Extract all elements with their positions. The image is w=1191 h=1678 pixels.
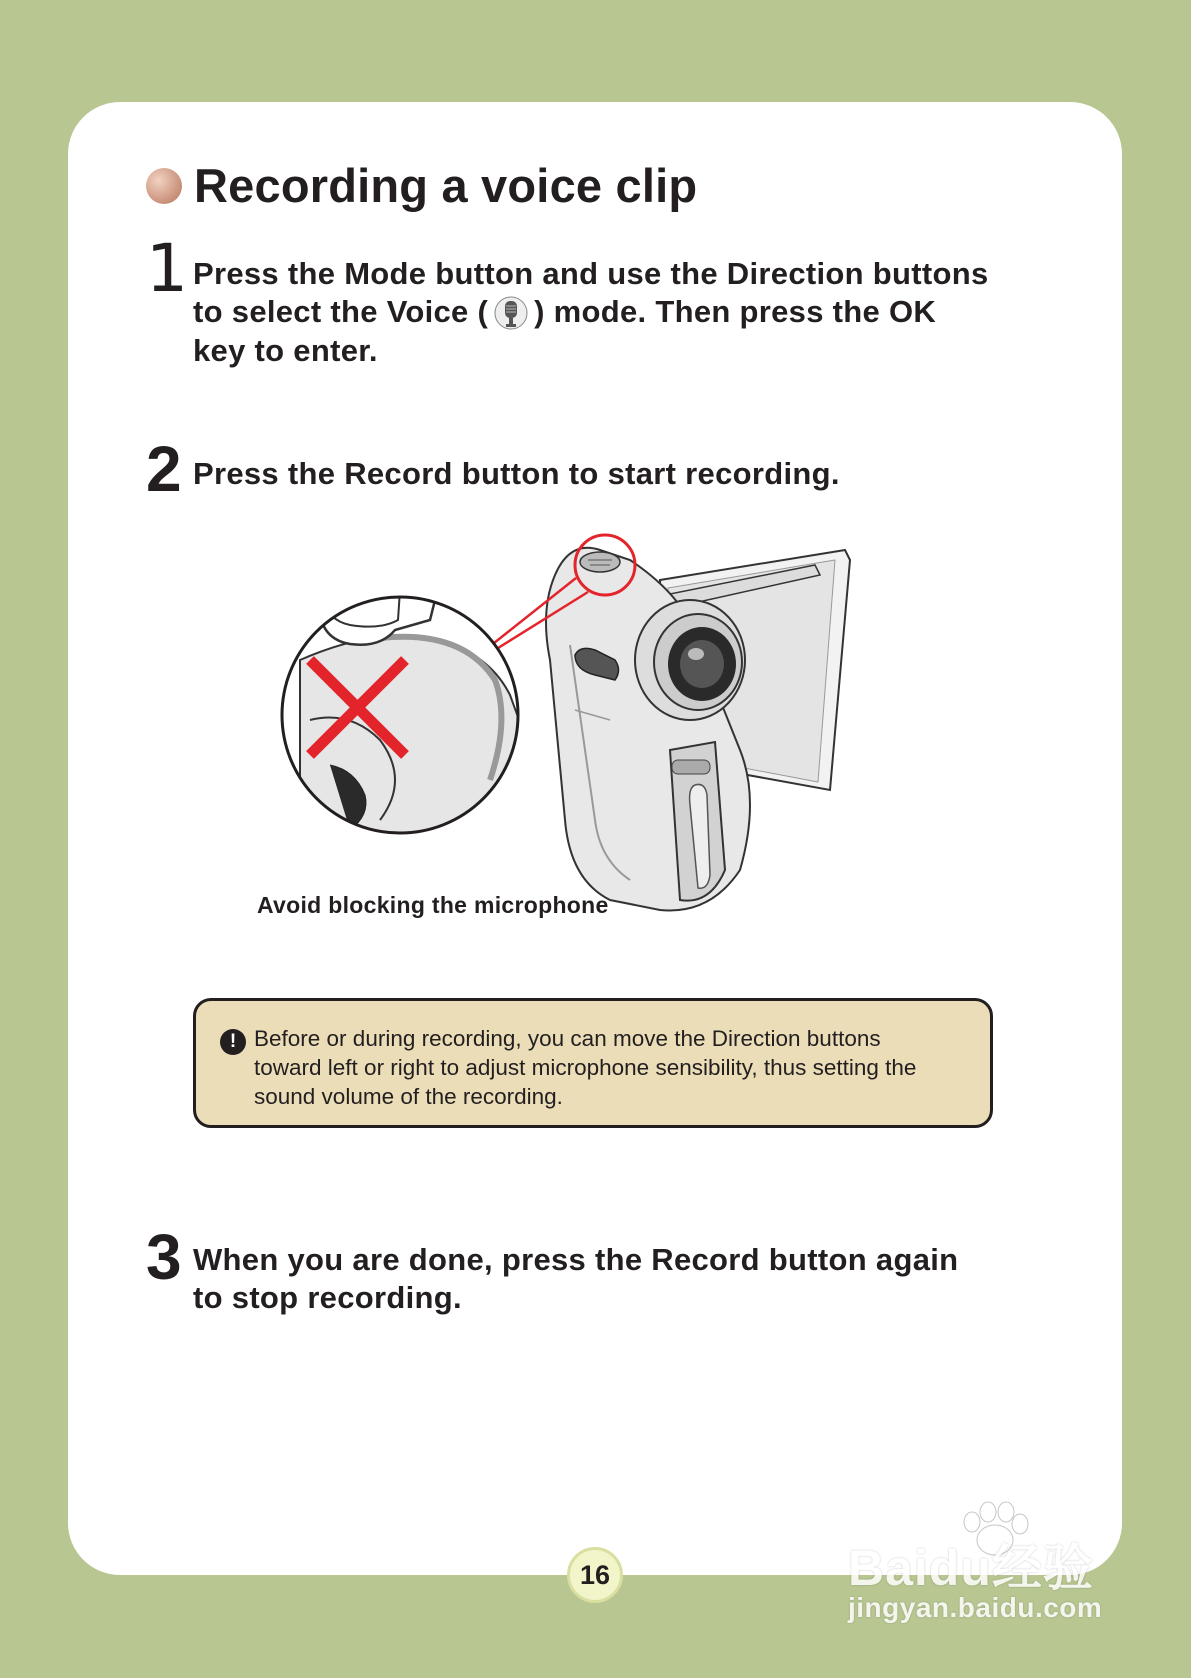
section-heading — [146, 158, 697, 213]
page-title: Recording a voice clip — [194, 159, 698, 212]
exclamation-icon: ! — [220, 1029, 246, 1055]
illustration-caption: Avoid blocking the microphone — [257, 892, 609, 918]
heading-bullet-icon — [146, 168, 182, 204]
watermark-url: jingyan.baidu.com — [848, 1592, 1103, 1623]
step-3-number: 3 — [146, 1221, 182, 1293]
step-1-line-3: key to enter. — [193, 333, 378, 368]
microphone-icon — [494, 294, 528, 332]
step-3-text: When you are done, press the Record button again to stop recording. — [193, 1242, 959, 1315]
note-box — [193, 998, 993, 1128]
step-1-line-2: to select the Voice ( ) mode. Then press the OK — [193, 293, 989, 332]
baidu-watermark — [840, 1500, 1140, 1640]
note-text: Before or during recording, you can move the Direction buttons toward left or right to adjust microphone sensibility, thus setting the sound volume of the recording. — [254, 1026, 917, 1109]
step-1-line-1: Press the Mode button and use the Direction buttons — [193, 256, 989, 291]
watermark-brand: Baidu经验 — [848, 1540, 1094, 1596]
step-2-number: 2 — [146, 433, 182, 505]
camcorder-illustration — [270, 520, 870, 920]
step-1-number: 1 — [146, 230, 188, 307]
step-1-text — [193, 255, 989, 370]
step-2-text: Press the Record button to start recording. — [193, 456, 840, 491]
page-number: 16 — [567, 1547, 623, 1603]
